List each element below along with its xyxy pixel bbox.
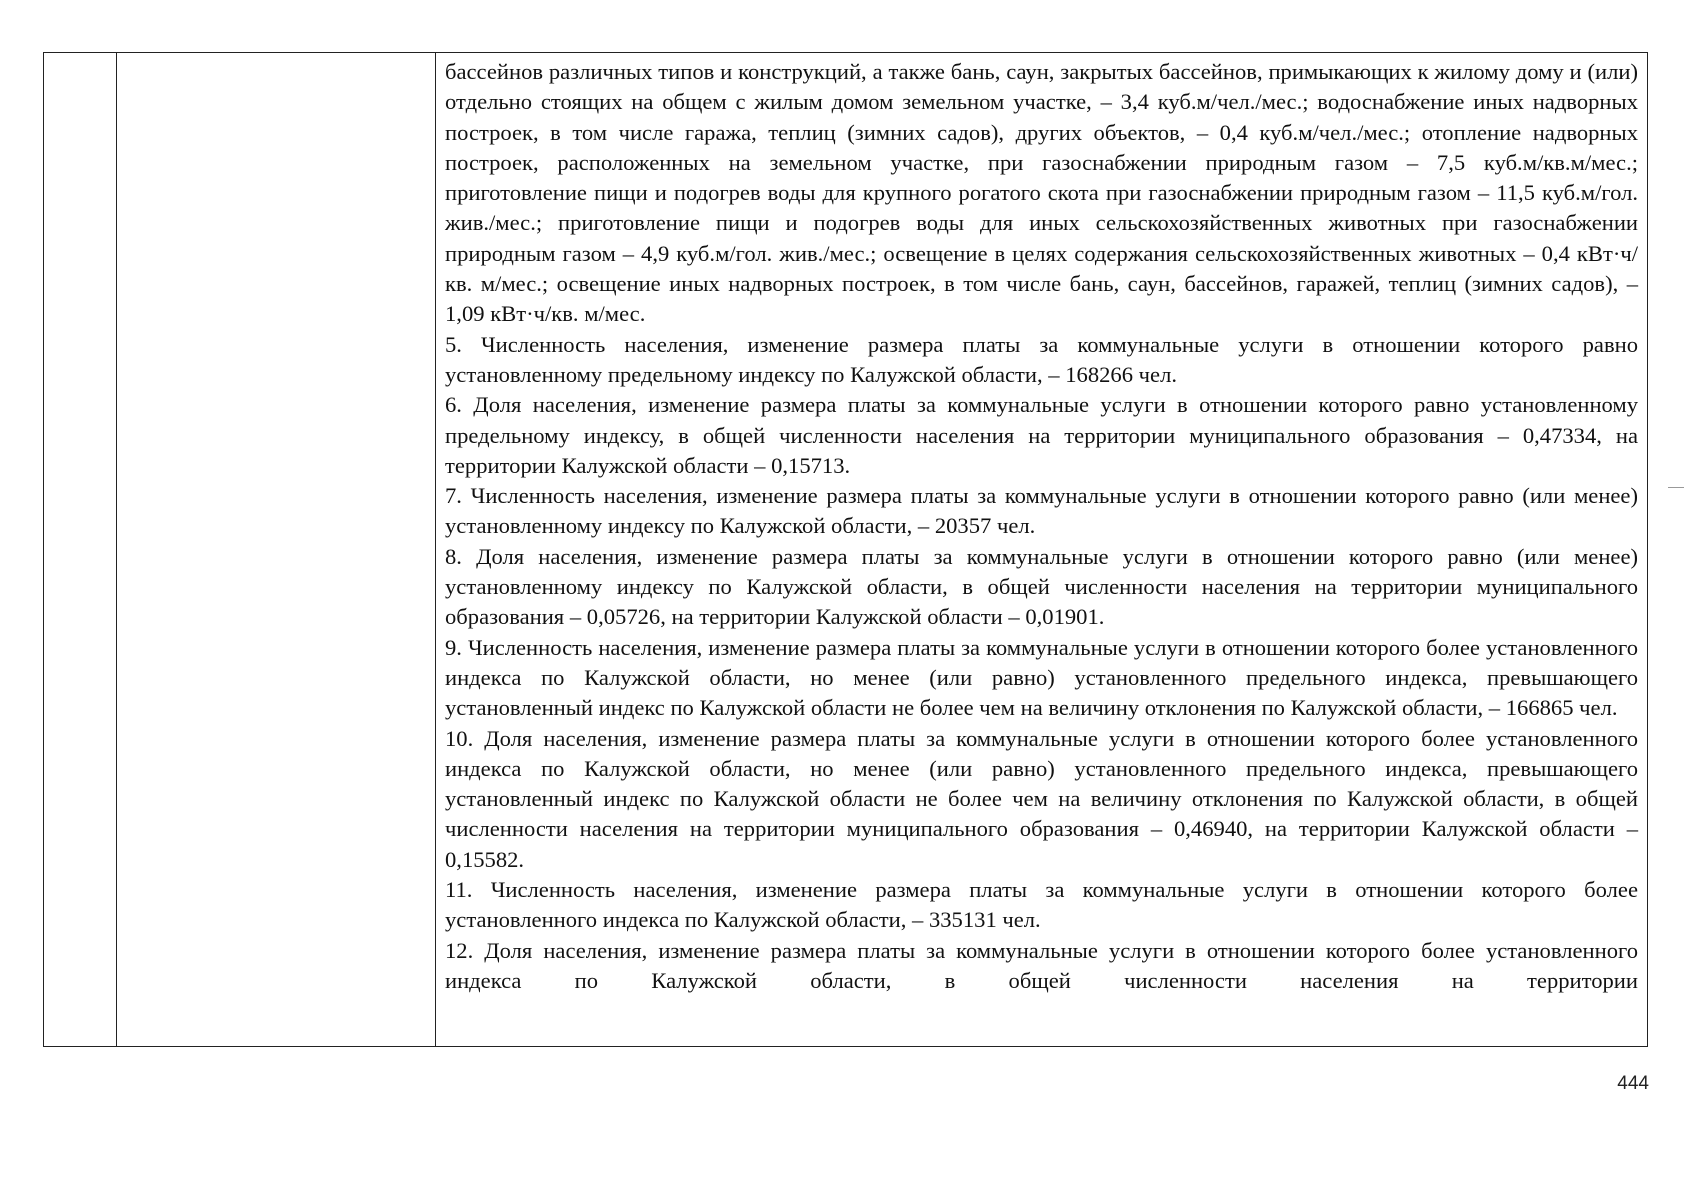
paragraph-item-12: 12. Доля населения, изменение размера платы за коммунальные услуги в отношении которого более установленного индекса по Калужской области, в общей численности населения на территории [445, 937, 1638, 993]
table-row [44, 53, 1648, 1047]
table-cell-name [117, 53, 436, 1047]
paragraph-item-10: 10. Доля населения, изменение размера платы за коммунальные услуги в отношении которого более установленного индекса по Калужской области, но менее (или равно) установленного предельного индекса, превышающего установленный индекс по Калужской области не более чем на величину отклонения по Калужской области, в общей численности населения на территории муниципального образования – 0,46940, на территории Калужской области – 0,15582. [445, 725, 1638, 872]
paragraph-item-6: 6. Доля населения, изменение размера платы за коммунальные услуги в отношении которого равно установленному предельному индексу, в общей численности населения на территории муниципального образования – 0,47334, на территории Калужской области – 0,15713. [445, 392, 1638, 478]
paragraph-continuation: бассейнов различных типов и конструкций, а также бань, саун, закрытых бассейнов, примыкающих к жилому дому и (или) отдельно стоящих на общем с жилым домом земельном участке, – 3,4 куб.м/чел./мес.; водоснабжение иных надворных построек, в том числе гаража, теплиц (зимних садов), других объектов, – 0,4 куб.м/чел./мес.; отопление надворных построек, расположенных на земельном участке, при газоснабжении природным газом – 7,5 куб.м/кв.м/мес.; приготовление пищи и подогрев воды для крупного рогатого скота при газоснабжении природным газом – 11,5 куб.м/гол. жив./мес.; приготовление пищи и подогрев воды для иных сельскохозяйственных животных при газоснабжении природным газом – 4,9 куб.м/гол. жив./мес.; освещение в целях содержания сельскохозяйственных животных – 0,4 кВт·ч/кв. м/мес.; освещение иных надворных построек, в том числе бань, саун, бассейнов, гаражей, теплиц (зимних садов), – 1,09 кВт·ч/кв. м/мес. [445, 59, 1638, 327]
paragraph-item-9: 9. Численность населения, изменение размера платы за коммунальные услуги в отношении которого более установленного индекса по Калужской области, но менее (или равно) установленного предельного индекса, превышающего установленный индекс по Калужской области не более чем на величину отклонения по Калужской области, – 166865 чел. [445, 634, 1638, 721]
table-cell-content [436, 53, 1648, 1047]
scan-artifact [1668, 487, 1684, 488]
table-cell-number [44, 53, 117, 1047]
paragraph-item-11: 11. Численность населения, изменение размера платы за коммунальные услуги в отношении которого более установленного индекса по Калужской области, – 335131 чел. [445, 877, 1638, 933]
paragraph-item-5: 5. Численность населения, изменение размера платы за коммунальные услуги в отношении которого равно установленному предельному индексу по Калужской области, – 168266 чел. [445, 331, 1638, 387]
paragraph-item-7: 7. Численность населения, изменение размера платы за коммунальные услуги в отношении которого равно (или менее) установленному индексу по Калужской области, – 20357 чел. [445, 483, 1638, 539]
document-table [43, 52, 1648, 1047]
page-number: 444 [1617, 1073, 1649, 1094]
paragraph-item-8: 8. Доля населения, изменение размера платы за коммунальные услуги в отношении которого равно (или менее) установленному индексу по Калужской области, в общей численности населения на территории муниципального образования – 0,05726, на территории Калужской области – 0,01901. [445, 543, 1638, 630]
